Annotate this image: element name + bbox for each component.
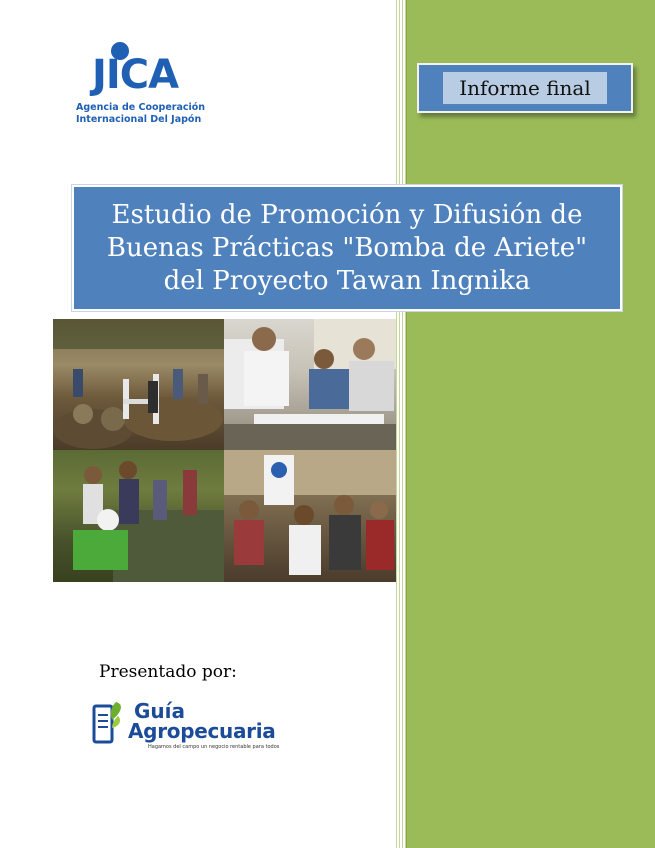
guia-logo-word1: Guía — [134, 699, 186, 723]
photo-workshop-art — [224, 450, 396, 582]
jica-logo — [76, 40, 216, 130]
report-type-box — [417, 63, 633, 113]
guia-logo-word2: Agropecuaria — [128, 719, 276, 743]
document-title: Estudio de Promoción y Difusión de Buenas Prácticas "Bomba de Ariete" del Proyecto Tawan Ingnika — [106, 199, 588, 296]
jica-logo-word: JICA — [92, 52, 179, 98]
photo-indoor-workshop — [224, 450, 396, 582]
title-box — [72, 185, 622, 311]
photo-riverbank-art — [53, 319, 224, 450]
band-stripe-border — [396, 0, 407, 848]
guia-logo-tagline: Hagamos del campo un negocio rentable para todos — [148, 744, 280, 750]
photo-meeting-art — [224, 319, 396, 450]
guia-agropecuaria-logo — [92, 698, 282, 754]
report-type-inner — [423, 69, 627, 107]
guia-leaf-document-icon — [92, 698, 122, 748]
jica-logo-text — [76, 102, 216, 126]
photo-collage — [53, 319, 396, 582]
photo-meeting-pipes — [224, 319, 396, 450]
photo-stream-group — [53, 450, 224, 582]
report-type-label: Informe final — [443, 72, 606, 104]
jica-line2: Internacional Del Japón — [76, 114, 202, 125]
presented-by-label: Presentado por: — [99, 662, 237, 682]
photo-stream-art — [53, 450, 224, 582]
green-side-band — [406, 0, 655, 848]
photo-riverbank-workers — [53, 319, 224, 450]
jica-line1: Agencia de Cooperación — [76, 102, 206, 113]
